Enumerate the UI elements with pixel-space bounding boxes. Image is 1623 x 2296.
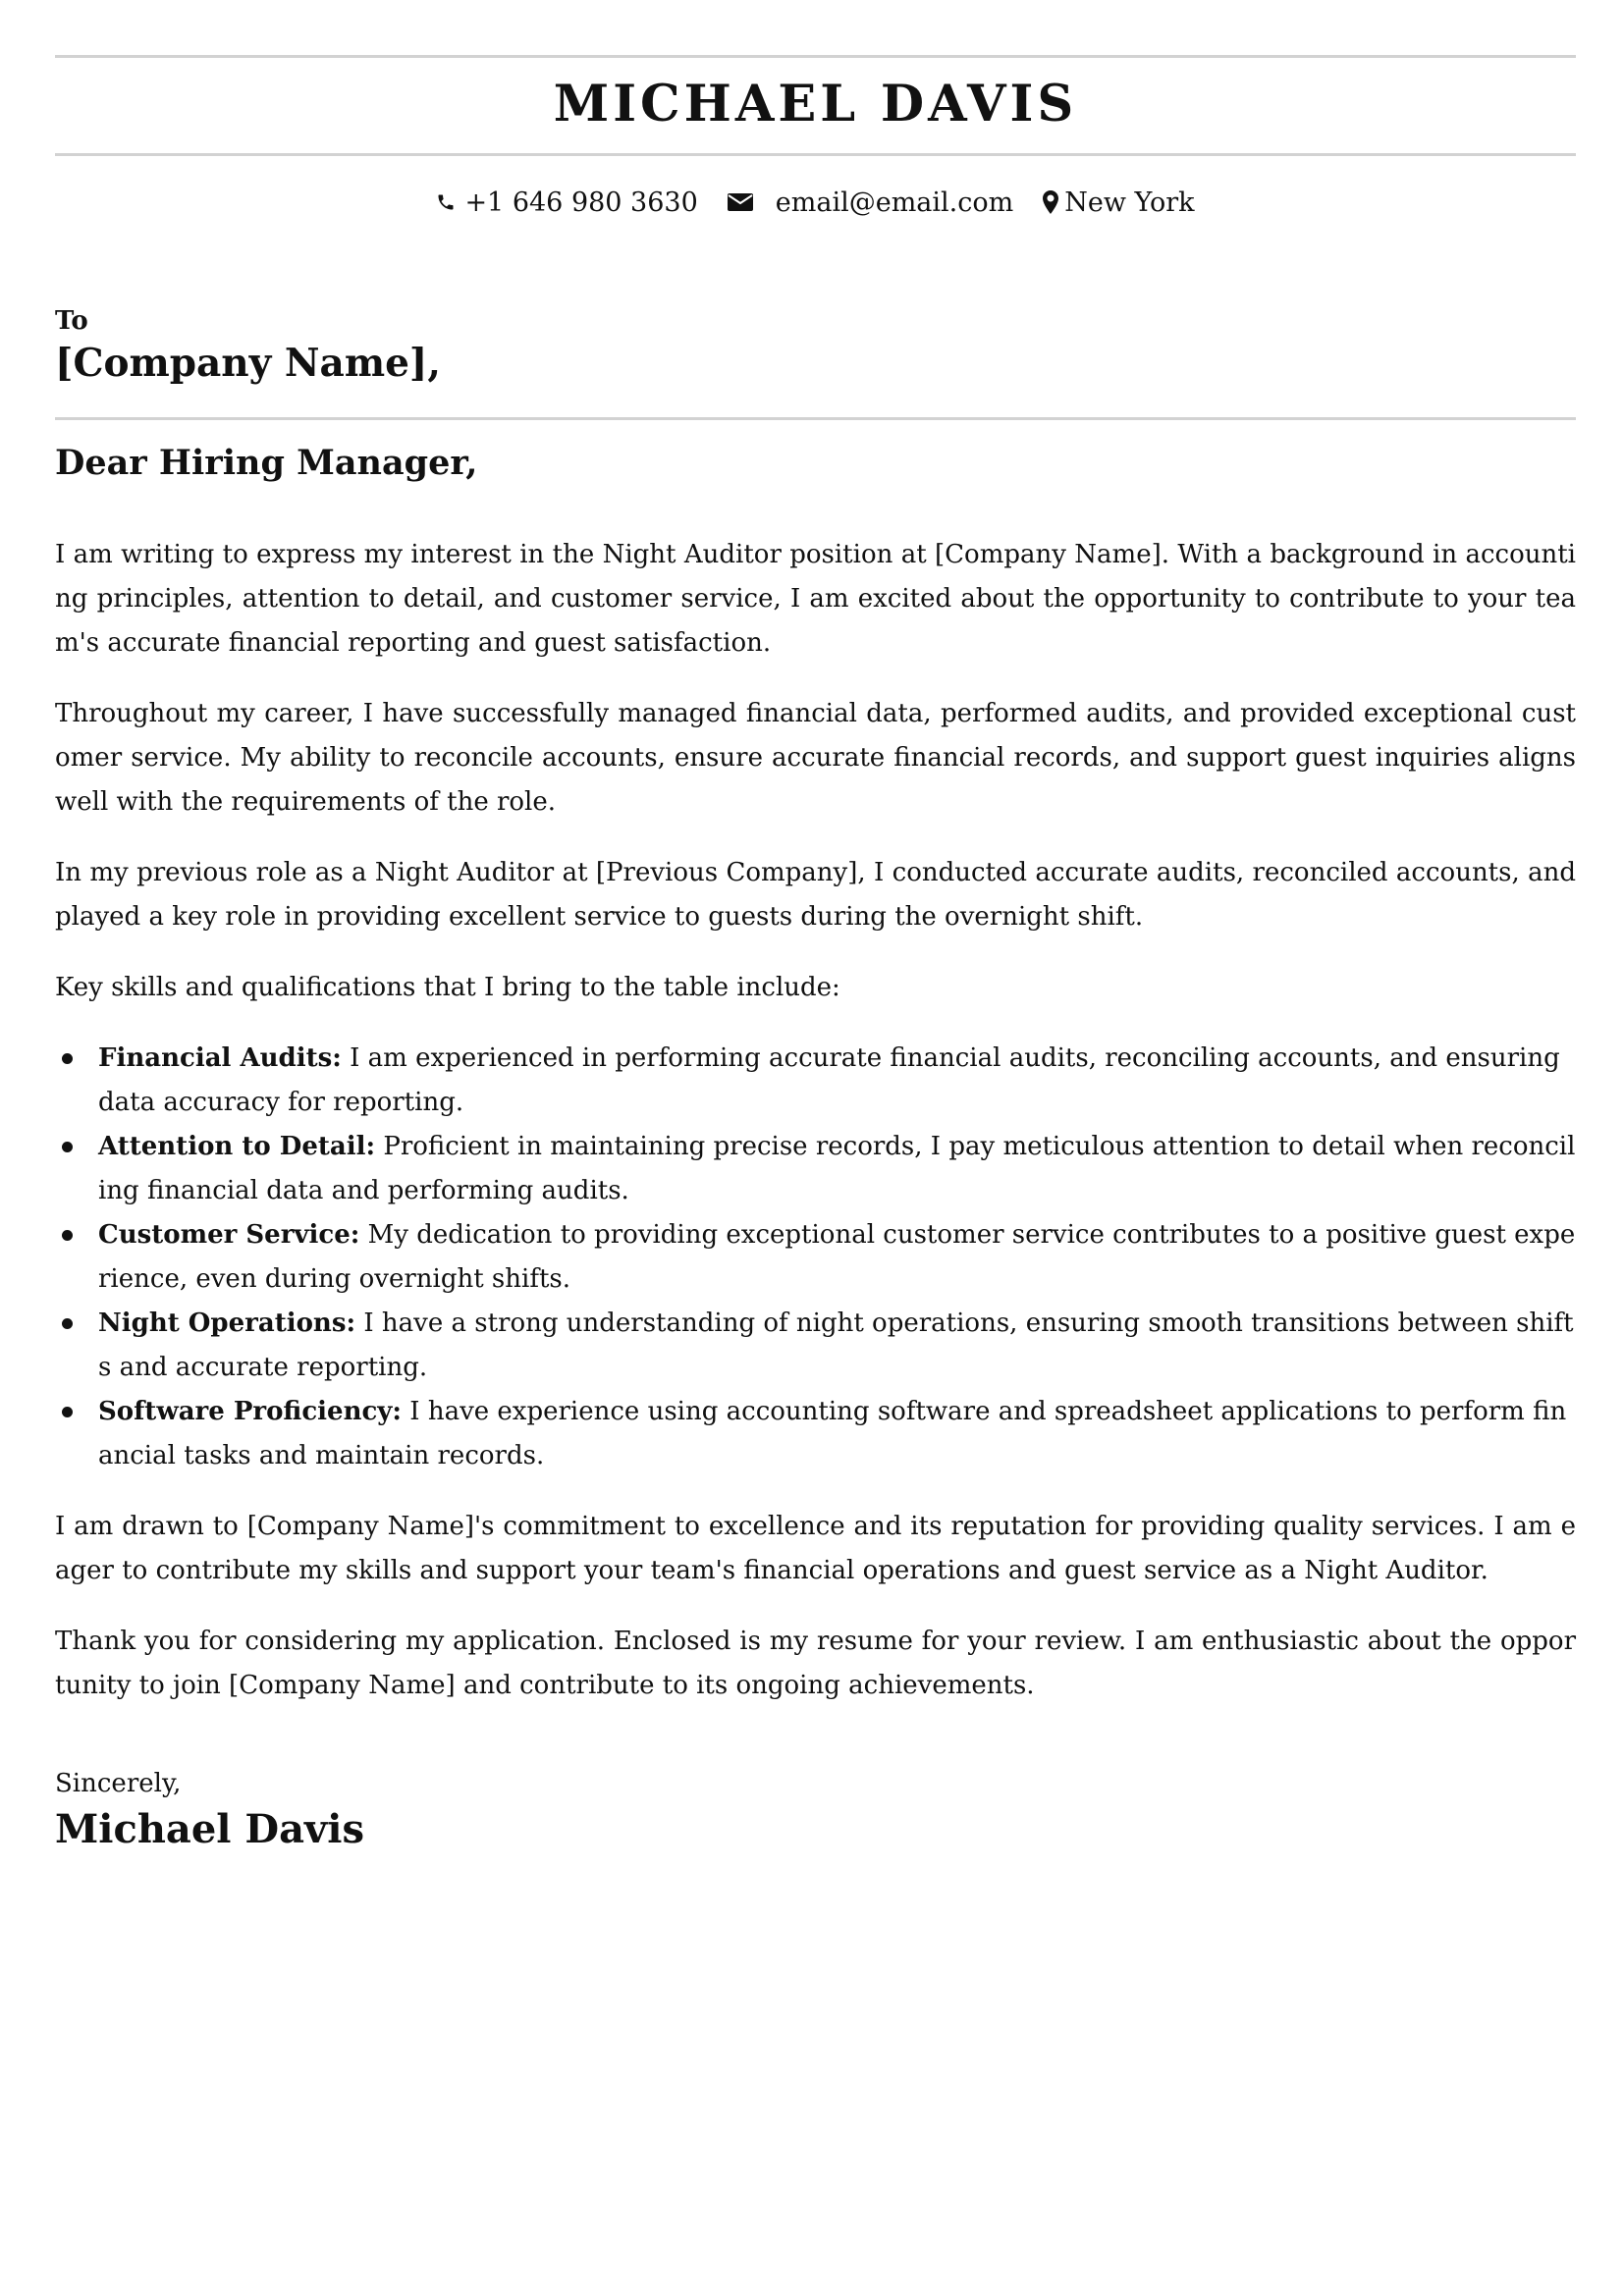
cover-letter [55,55,1576,1853]
phone-icon [436,192,456,212]
list-item [55,1213,1576,1302]
contact-phone [436,187,697,218]
header-divider [55,153,1576,156]
list-item [55,1125,1576,1213]
skill-title: Attention to Detail: [98,1132,376,1161]
applicant-name: MICHAEL DAVIS [553,75,1078,133]
list-item [55,1302,1576,1390]
skill-text: My dedication to providing exceptional customer service contributes to a positive guest experience, even during overnight shifts. [98,1220,1576,1294]
paragraph: Thank you for considering my application. Enclosed is my resume for your review. I am enthusiastic about the opportunity to join [Company Name] and contribute to its ongoing achievements. [55,1627,1576,1700]
recipient-divider [55,417,1576,420]
map-marker-icon [1043,190,1058,214]
skill-title: Customer Service: [98,1220,360,1250]
signature-name: Michael Davis [55,1806,364,1852]
bullet-icon [62,1142,73,1152]
recipient-company: [Company Name], [55,341,441,386]
to-label: To [55,306,88,336]
skill-title: Night Operations: [98,1308,356,1338]
contact-info [55,183,1576,222]
paragraph: I am writing to express my interest in the Night Auditor position at [Company Name]. With a background in accounting principles, attention to detail, and customer service, I am excited about the opportunity to contribute to your team's accurate financial reporting and guest satisfaction. [55,540,1576,658]
skill-text: I have experience using accounting software and spreadsheet applications to perform financial tasks and maintain records. [98,1397,1567,1470]
bullet-icon [62,1053,73,1064]
contact-email [728,187,1013,218]
bullet-icon [62,1230,73,1241]
list-item [55,1390,1576,1478]
greeting: Dear Hiring Manager, [55,443,478,483]
paragraph: I am drawn to [Company Name]'s commitment to excellence and its reputation for providing quality services. I am eager to contribute my skills and support your team's financial operations and guest service as a Night Auditor. [55,1512,1576,1585]
paragraph: Throughout my career, I have successfully managed financial data, performed audits, and provided exceptional customer service. My ability to reconcile accounts, ensure accurate financial records, and support guest inquiries aligns well with the requirements of the role. [55,699,1576,817]
bullet-icon [62,1318,73,1329]
contact-location [1043,187,1194,218]
paragraph: Key skills and qualifications that I bring to the table include: [55,973,840,1002]
skills-list [55,1037,1576,1478]
list-item [55,1037,1576,1125]
valediction: Sincerely, [55,1769,182,1798]
letter-body [55,533,1576,1708]
location-text: New York [1064,187,1195,218]
skill-title: Financial Audits: [98,1043,342,1073]
email-address[interactable]: email@email.com [775,187,1014,218]
phone-number[interactable]: +1 646 980 3630 [464,187,698,218]
bullet-icon [62,1407,73,1417]
skill-text: Proficient in maintaining precise records, I pay meticulous attention to detail when reconciling financial data and performing audits. [98,1132,1576,1205]
skill-text: I have a strong understanding of night operations, ensuring smooth transitions between shifts and accurate reporting. [98,1308,1574,1382]
envelope-icon [728,192,753,212]
skill-text: I am experienced in performing accurate financial audits, reconciling accounts, and ensuring data accuracy for reporting. [98,1043,1560,1117]
skill-title: Software Proficiency: [98,1397,403,1426]
paragraph: In my previous role as a Night Auditor at [Previous Company], I conducted accurate audits, reconciled accounts, and played a key role in providing excellent service to guests during the overnight shift. [55,858,1576,932]
